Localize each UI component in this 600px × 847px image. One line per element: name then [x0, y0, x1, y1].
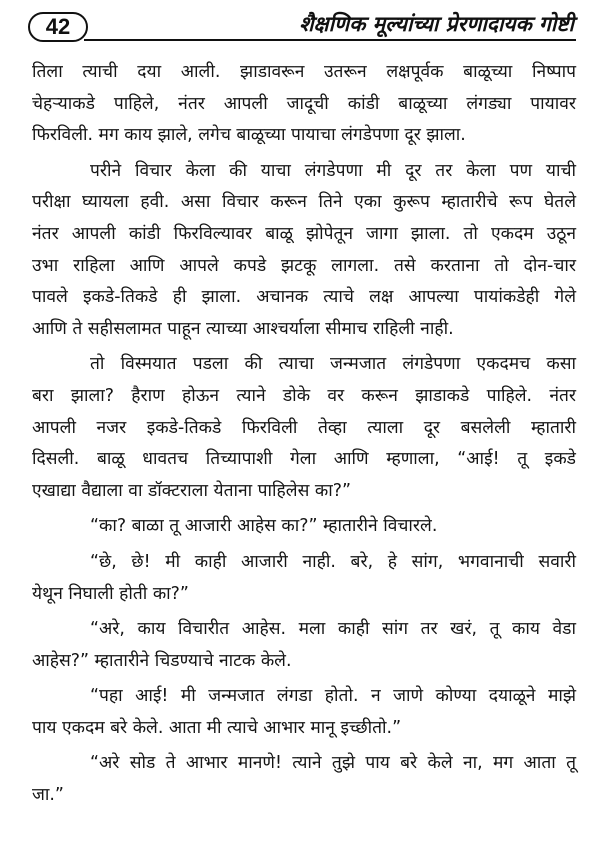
page-header	[28, 10, 576, 48]
paragraph	[32, 349, 576, 507]
text-line: येथून निघाली होती का?”	[32, 583, 189, 604]
text-line: आपली नजर इकडे-तिकडे फिरविली तेव्हा त्याला दूर बसलेली म्हातारी	[32, 417, 576, 438]
paragraph	[32, 547, 576, 610]
text-line: आहेस?” म्हातारीने चिडण्याचे नाटक केले.	[32, 650, 292, 671]
text-line: एखाद्या वैद्याला वा डॉक्टराला येताना पाहिलेस का?”	[32, 480, 351, 501]
text-line: पावले इकडे-तिकडे ही झाला. अचानक त्याचे लक्ष आपल्या पायांकडेही गेले	[32, 287, 576, 308]
header-rule	[84, 39, 576, 41]
story-text	[32, 57, 576, 812]
text-line: उभा राहिला आणि आपले कपडे झटकू लागला. तसे करताना तो दोन-चार	[32, 255, 576, 276]
text-line: परीक्षा घ्यायला हवी. असा विचार करून तिने एका कुरूप म्हातारीचे रूप घेतले	[32, 192, 576, 213]
text-line: चेहऱ्याकडे पाहिले, नंतर आपली जादूची कांडी बाळूच्या लंगड्या पायावर	[32, 93, 576, 114]
text-line: “का? बाळा तू आजारी आहेस का?” म्हातारीने विचारले.	[90, 516, 438, 537]
paragraph	[32, 748, 576, 811]
text-line: “अरे सोड ते आभार मानणे! त्याने तुझे पाय बरे केले ना, मग आता तू	[90, 753, 576, 774]
text-line: तिला त्याची दया आली. झाडावरून उतरून लक्षपूर्वक बाळूच्या निष्पाप	[32, 62, 576, 82]
text-line: आणि ते सहीसलामत पाहून त्याच्या आश्चर्याला सीमाच राहिली नाही.	[32, 318, 454, 339]
text-line: जा.”	[32, 785, 64, 806]
paragraph	[32, 681, 576, 744]
text-line: नंतर आपली कांडी फिरविल्यावर बाळू झोपेतून जागा झाला. तो एकदम उठून	[32, 223, 576, 244]
page-number: 42	[28, 12, 88, 42]
text-line: “अरे, काय विचारीत आहेस. मला काही सांग तर खरं, तू काय वेडा	[90, 619, 576, 640]
text-line: तो विस्मयात पडला की त्याचा जन्मजात लंगडेपणा एकदमच कसा	[90, 354, 576, 375]
text-line: “पहा आई! मी जन्मजात लंगडा होतो. न जाणे कोण्या दयाळूने माझे	[90, 686, 576, 707]
text-line: पाय एकदम बरे केले. आता मी त्याचे आभार मानू इच्छीतो.”	[32, 717, 402, 738]
paragraph	[32, 511, 576, 543]
paragraph	[32, 57, 576, 152]
text-line: “छे, छे! मी काही आजारी नाही. बरे, हे सांग, भगवानाची सवारी	[90, 551, 576, 572]
text-line: फिरविली. मग काय झाले, लगेच बाळूच्या पायाचा लंगडेपणा दूर झाला.	[32, 125, 466, 146]
text-line: बरा झाला? हैराण होऊन त्याने डोके वर करून झाडाकडे पाहिले. नंतर	[32, 385, 576, 406]
text-line: परीने विचार केला की याचा लंगडेपणा मी दूर तर केला पण याची	[90, 160, 576, 181]
text-line: दिसली. बाळू धावतच तिच्यापाशी गेला आणि म्हणाला, “आई! तू इकडे	[32, 449, 576, 470]
paragraph	[32, 614, 576, 677]
paragraph	[32, 156, 576, 346]
book-title: शैक्षणिक मूल्यांच्या प्रेरणादायक गोष्टी	[299, 12, 574, 36]
